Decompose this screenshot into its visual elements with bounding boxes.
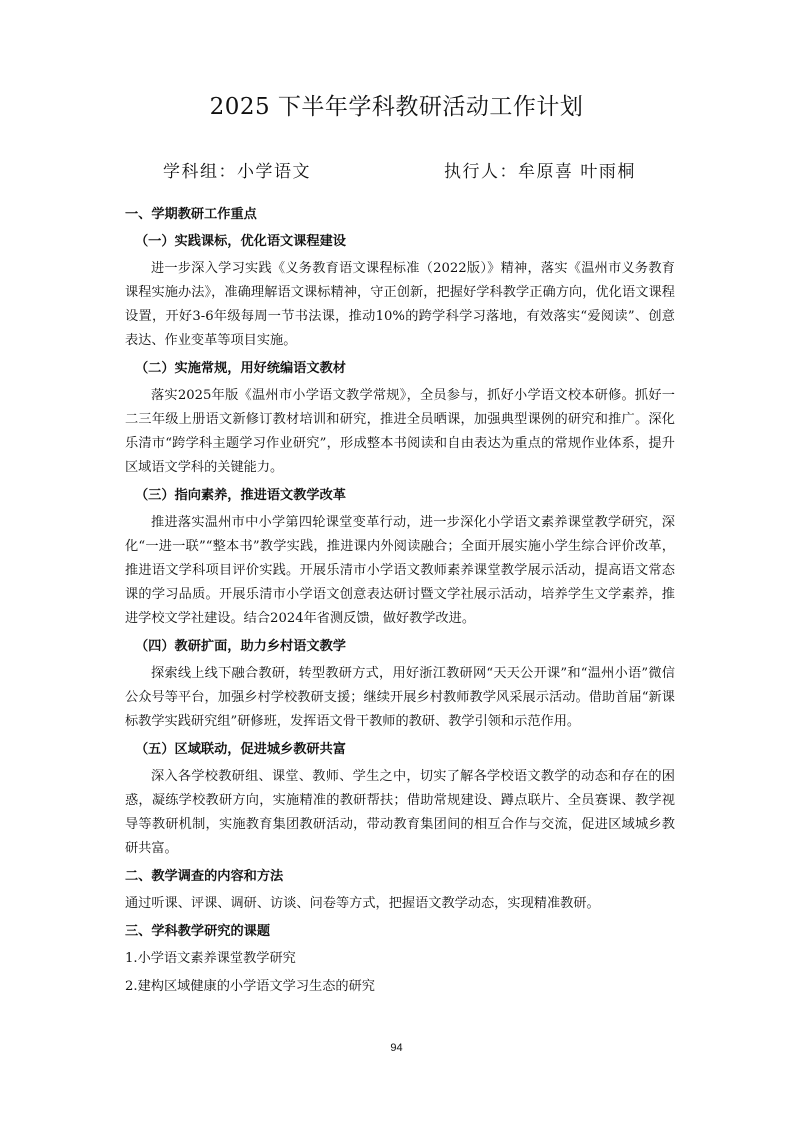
subsection-heading: （二）实施常规，用好统编语文教材 [135, 361, 346, 376]
subsection-heading: （五）区域联动，促进城乡教研共富 [135, 742, 346, 757]
section-heading: 三、学科教学研究的课题 [125, 924, 271, 939]
paragraph: 深入各学校教研组、课堂、教师、学生之中，切实了解各学校语文教学的动态和存在的困惑，凝练学校教研方向，实施精准的教研帮扶；借助常规建设、蹲点联片、全员赛课、教学视导等教研机制，实施教育集团教研活动，带动教育集团间的相互合作与交流，促进区域城乡教研共富。 [125, 769, 675, 856]
paragraph: 推进落实温州市中小学第四轮课堂变革行动，进一步深化小学语文素养课堂教学研究，深化“一进一联”“整本书”教学实践，推进课内外阅读融合；全面开展实施小学生综合评价改革，推进语文学科项目评价实践。开展乐清市小学语文教师素养课堂教学展示活动，提高语文常态课的学习品质。开展乐清市小学语文创意表达研讨暨文学社展示活动，培养学生文学素养，推进学校文学社建设。结合2024年省测反馈，做好教学改进。 [125, 515, 675, 626]
page-number: 94 [390, 1042, 403, 1054]
subsection-heading: （四）教研扩面，助力乡村语文教学 [135, 639, 346, 654]
paragraph: 探索线上线下融合教研，转型教研方式，用好浙江教研网“天天公开课”和“温州小语”微信公众号等平台，加强乡村学校教研支援；继续开展乡村教师教学风采展示活动。借助首届“新课标教学实践研究组”研修班，发挥语文骨干教师的教研、教学引领和示范作用。 [125, 666, 675, 729]
subject-group: 学科组：小学语文 [163, 162, 311, 182]
subsection-heading: （一）实践课标，优化语文课程建设 [135, 234, 346, 249]
paragraph: 进一步深入学习实践《义务教育语文课程标准（2022版）》精神，落实《温州市义务教育课程实施办法》，准确理解语文课标精神，守正创新，把握好学科教学正确方向，优化语文课程设置，开好3-6年级每周一节书法课，推动10%的跨学科学习落地，有效落实“爱阅读”、创意表达、作业变革等项目实施。 [125, 261, 675, 348]
subsection-heading: （三）指向素养，推进语文教学改革 [135, 488, 346, 503]
document-body [125, 203, 675, 1003]
section-heading: 一、学期教研工作重点 [125, 207, 257, 222]
section-heading: 二、教学调查的内容和方法 [125, 869, 284, 884]
list-item: 2.建构区域健康的小学语文学习生态的研究 [125, 979, 375, 994]
paragraph: 通过听课、评课、调研、访谈、问卷等方式，把握语文教学动态，实现精准教研。 [125, 896, 600, 911]
list-item: 1.小学语文素养课堂教学研究 [125, 951, 296, 966]
page-title: 2025 下半年学科教研活动工作计划 [209, 94, 584, 120]
paragraph: 落实2025年版《温州市小学语文教学常规》，全员参与，抓好小学语文校本研修。抓好一二三年级上册语文新修订教材培训和研究，推进全员晒课，加强典型课例的研究和推广。深化乐清市“跨学科主题学习作业研究”，形成整本书阅读和自由表达为重点的常规作业体系，提升区域语文学科的关键能力。 [125, 388, 675, 475]
executors: 执行人：牟原喜 叶雨桐 [444, 162, 636, 182]
